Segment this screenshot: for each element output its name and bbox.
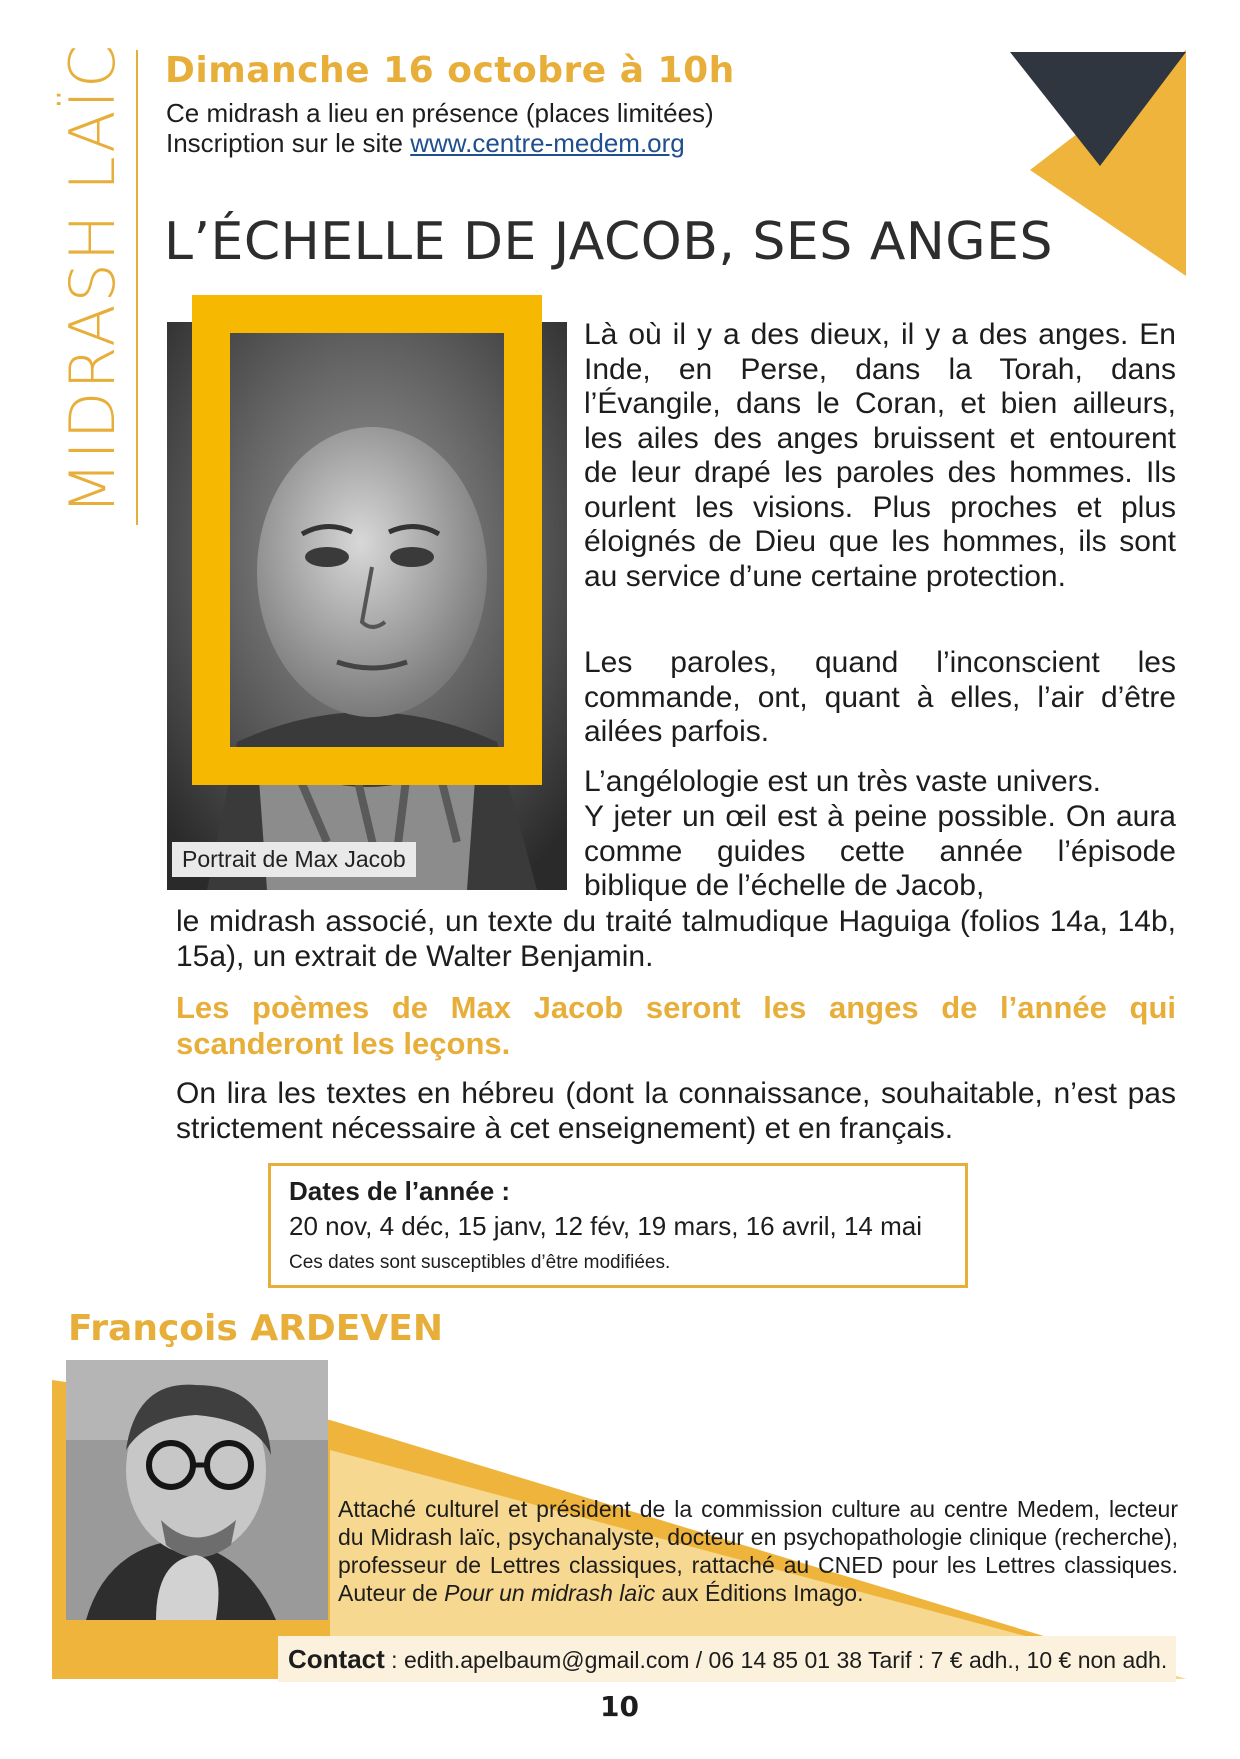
paragraph-languages: On lira les textes en hébreu (dont la connaissance, souhaitable, n’est pas strictement nécessaire à cet enseignement) et en français. xyxy=(176,1077,1176,1145)
page-title: L’ÉCHELLE DE JACOB, SES ANGES xyxy=(164,212,1053,272)
speaker-bio xyxy=(338,1495,1178,1607)
dates-note: Ces dates sont susceptibles d’être modifiées. xyxy=(289,1252,671,1273)
speaker-photo xyxy=(66,1360,328,1620)
highlight-text: Les poèmes de Max Jacob seront les anges de l’année qui scanderont les leçons. xyxy=(176,990,1176,1061)
dates-heading: Dates de l’année : xyxy=(289,1176,511,1206)
speaker-name: François ARDEVEN xyxy=(68,1308,443,1349)
page-number: 10 xyxy=(600,1690,639,1723)
presence-info: Ce midrash a lieu en présence (places limitées) xyxy=(166,98,714,128)
bio-book-title: Pour un midrash laïc xyxy=(444,1580,656,1606)
bio-end: aux Éditions Imago. xyxy=(661,1580,864,1606)
dates-list: 20 nov, 4 déc, 15 janv, 12 fév, 19 mars, 16 avril, 14 mai xyxy=(289,1211,923,1241)
bio-main: Attaché culturel et président de la commission culture au centre Medem, lecteur du Midrash laïc, psychanalyste, docteur en psychopathologie clinique (recherche), professeur de Lettres classiques, rattaché au CNED pour les Lettres classiques. Auteur de xyxy=(338,1496,1178,1606)
portrait-frame xyxy=(192,295,542,785)
paragraph-intro: Là où il y a des dieux, il y a des anges. En Inde, en Perse, dans la Torah, dans l’Évangile, dans le Coran, et bien ailleurs, les ailes des anges bruissent et entourent de leur drapé les paroles des hommes. Ils ourlent les visions. Plus proches et plus éloignés de Dieu que les hommes, ils sont au service d’une certaine protection. xyxy=(584,318,1176,593)
event-date: Dimanche 16 octobre à 10h xyxy=(165,50,735,91)
contact-separator: : xyxy=(391,1647,398,1673)
portrait-caption: Portrait de Max Jacob xyxy=(172,842,416,877)
side-divider xyxy=(136,50,138,525)
side-title: MIDRASH LAÏC xyxy=(56,42,129,515)
dates-box xyxy=(268,1163,968,1288)
contact-label: Contact xyxy=(288,1644,385,1674)
signup-info xyxy=(166,128,685,159)
paragraph-angelology-first: L’angélologie est un très vaste univers. xyxy=(584,765,1101,798)
website-link[interactable]: www.centre-medem.org xyxy=(410,128,685,158)
signup-prefix: Inscription sur le site xyxy=(166,128,403,158)
paragraph-angelology-full: le midrash associé, un texte du traité talmudique Haguiga (folios 14a, 14b, 15a), un extrait de Walter Benjamin. xyxy=(176,905,1176,973)
contact-bar xyxy=(278,1636,1176,1682)
paragraph-words: Les paroles, quand l’inconscient les commande, ont, quant à elles, l’air d’être ailées parfois. xyxy=(584,646,1176,748)
paragraph-angelology-right: Y jeter un œil est à peine possible. On aura comme guides cette année l’épisode biblique de l’échelle de Jacob, xyxy=(584,800,1176,902)
contact-details: edith.apelbaum@gmail.com / 06 14 85 01 38 Tarif : 7 € adh., 10 € non adh. xyxy=(403,1647,1168,1673)
